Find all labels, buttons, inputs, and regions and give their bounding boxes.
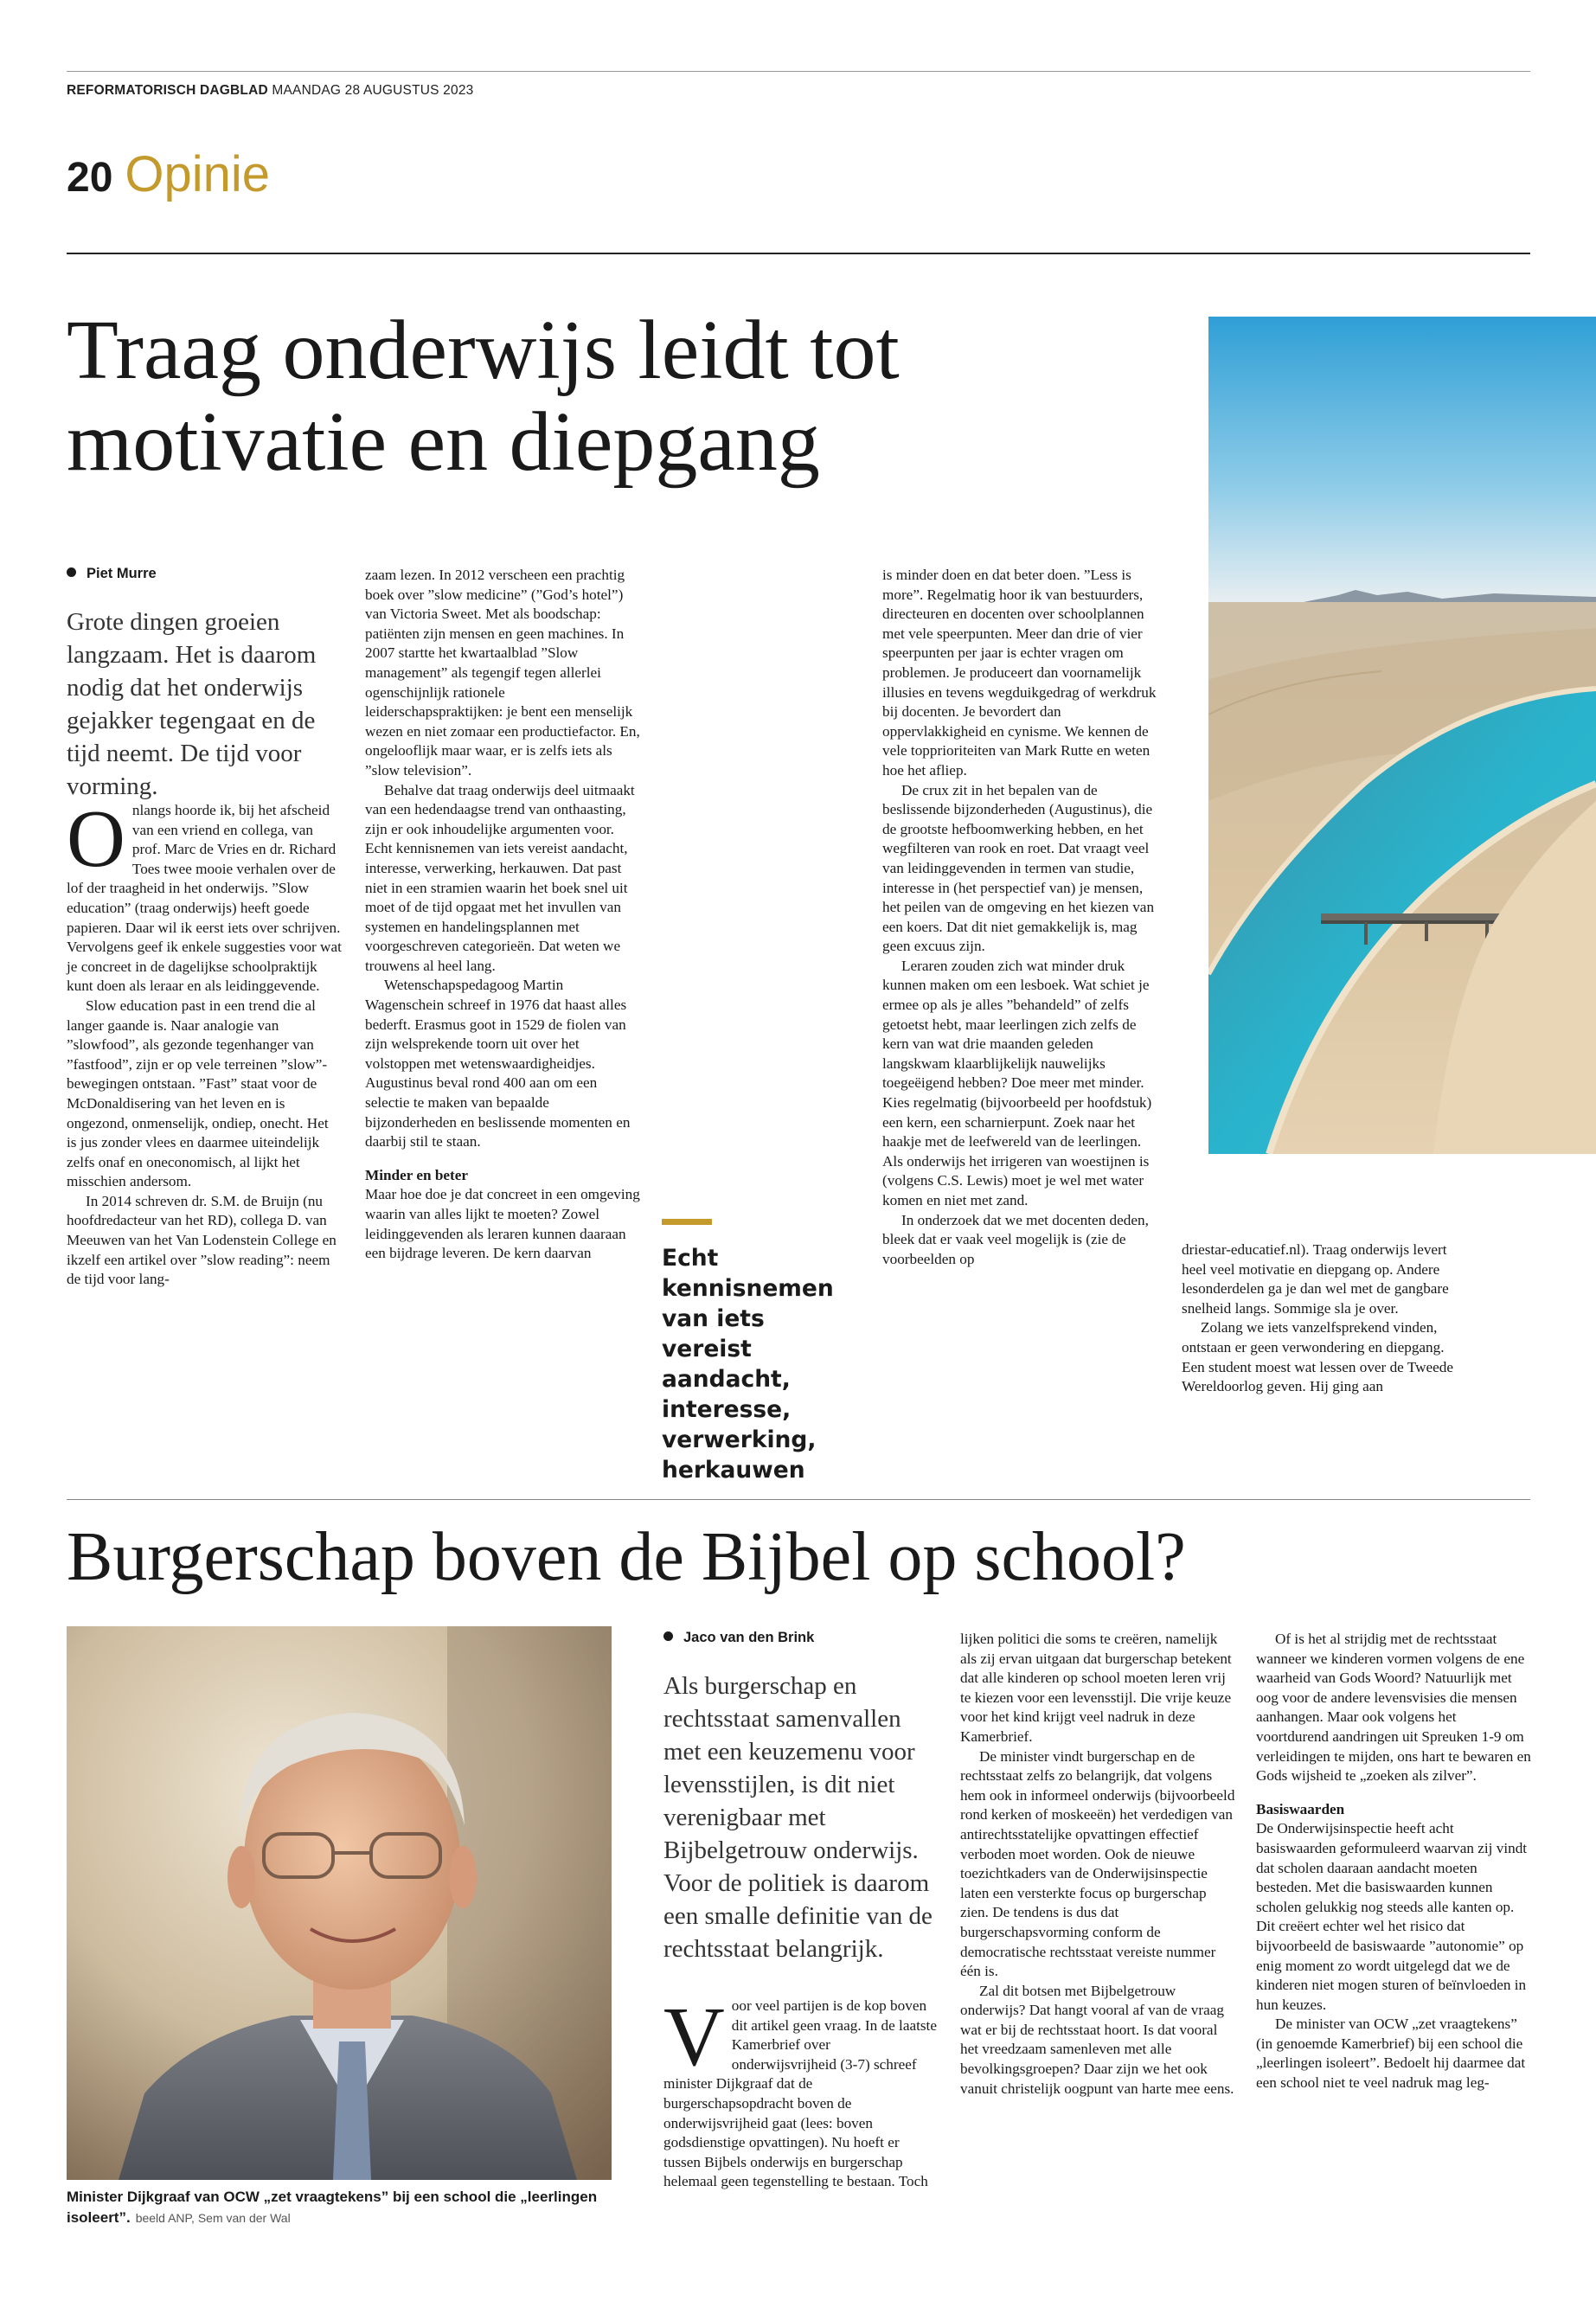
canal-illustration: [1208, 317, 1596, 1154]
author-name: Piet Murre: [87, 566, 157, 581]
article1-intro: Grote dingen groeien langzaam. Het is daarom nodig dat het onderwijs gejakker tegengaat en de tijd neemt. De tijd voor vorming.: [67, 608, 317, 800]
paragraph: Slow education past in een trend die al langer gaande is. Naar analogie van ”slowfood”, als gezonde tegenhanger van ”fastfood”, zijn er op vele terreinen ”slow”-bewegingen ontstaan. ”Fast” staat voor de McDonaldisering van het leven en is ongezond, onmenselijk, ondiep, onecht. Het is jus zonder vlees en daarmee uiteindelijk zelfs onaf en oneconomisch, al lijkt het misschien andersom.: [67, 997, 329, 1190]
article1-column-3: [882, 566, 1157, 1269]
quote-accent-bar: [662, 1219, 712, 1225]
paragraph: Zolang we iets vanzelfsprekend vinden, ontstaan er geen verwondering en diepgang. Een student moest wat lessen over de Tweede Wereldoorlog geven. Hij ging aan: [1182, 1319, 1453, 1395]
article2-headline: Burgerschap boven de Bijbel op school?: [67, 1519, 1186, 1595]
article-divider: [67, 1499, 1530, 1500]
subheading: Minder en beter: [365, 1166, 469, 1183]
article2-column-2: [960, 1630, 1235, 2099]
section-name: Opinie: [125, 146, 271, 202]
paragraph: Zal dit botsen met Bijbelgetrouw onderwijs? Dat hangt vooral af van de vraag wat er bij de rechtsstaat hoort. Is dat vooral het vreedzaam samenleven met alle bevolkingsgroepen? Daar zijn we het ook vanuit christelijk oogpunt van harte mee eens.: [960, 1982, 1234, 2097]
pull-quote: Echt kennisnemen van iets vereist aandacht, interesse, verwerking, herkauwen: [662, 1245, 834, 1484]
paragraph: Of is het al strijdig met de rechtsstaat wanneer we kinderen vormen volgens de ene waarheid van Gods Woord? Natuurlijk met oog voor de andere levensvisies die mensen aanhangen. Maar ook volgens het voortdurend aandringen uit Spreuken 1-9 om verleidingen te mijden, ons hart te bewaren en Gods wijsheid te „zoeken als zilver”.: [1256, 1631, 1531, 1785]
paragraph: In onderzoek dat we met docenten deden, bleek dat er vaak veel mogelijk is (zie de voorbeelden op: [882, 1211, 1149, 1267]
masthead: [67, 83, 473, 99]
paper-name: REFORMATORISCH DAGBLAD: [67, 83, 268, 98]
photo-credit: beeld ANP, Sem van der Wal: [135, 2211, 291, 2225]
author-name: Jaco van den Brink: [683, 1630, 815, 1645]
article2-column-3: [1256, 1630, 1531, 2093]
canal-desert-photo: [1208, 317, 1596, 1154]
paragraph: driestar-educatief.nl). Traag onderwijs levert heel veel motivatie en diepgang op. Andere lesonderdelen ga je dan wel met de gangbare snelheid langs. Sommige sla je over.: [1182, 1241, 1449, 1317]
paragraph: lijken politici die soms te creëren, namelijk als zij ervan uitgaan dat burgerschap betekent dat alle kinderen op school moeten leren vrij te kiezen voor een levensstijl. Die vrije keuze voor het kind krijgt veel nadruk in deze Kamerbrief.: [960, 1631, 1232, 1745]
article1-column-2: [365, 566, 640, 1264]
article1-byline: [67, 566, 157, 582]
article1-column-1: [67, 794, 342, 1290]
portrait-illustration: [67, 1626, 612, 2180]
masthead-rule: [67, 71, 1530, 72]
paragraph: [663, 1990, 939, 2192]
page-header: [67, 145, 270, 203]
paragraph: De Onderwijsinspectie heeft acht basiswaarden geformuleerd waarvan zij vindt dat scholen daaraan aandacht moeten besteden. Met die basiswaarden kunnen scholen gelukkig nog steeds alle kanten op. Dit creëert echter wel het risico dat bijvoorbeeld de basiswaarde ”autonomie” op enig moment zo wordt uitgelegd dat we de kinderen niet mogen sturen of beïnvloeden in hun keuzes.: [1256, 1820, 1528, 2013]
headline-line-1: Traag onderwijs leidt tot: [67, 304, 900, 397]
headline-line-2: motivatie en diepgang: [67, 395, 820, 489]
paragraph: De minister van OCW „zet vraagtekens” (in genoemde Kamerbrief) bij een school die „leerlingen isoleert”. Bedoelt hij daarmee dat een school niet te veel nadruk mag leg-: [1256, 2016, 1526, 2092]
dropcap: V: [663, 1990, 725, 2084]
article1-column-4: [1182, 1240, 1457, 1397]
subheading: Basiswaarden: [1256, 1800, 1345, 1817]
paragraph: Behalve dat traag onderwijs deel uitmaakt van een hedendaagse trend van onthaasting, zijn er ook inhoudelijke argumenten voor. Echt kennisnemen van iets vereist aandacht, interesse, verwerking, herkauwen. Dat past niet in een stramien waarin het boek snel uit moet of de tijd opgaat met het invullen van systemen en handelingsplannen met voorgeschreven categorieën. Dat weten we trouwens al heel lang.: [365, 781, 635, 974]
photo-caption: [67, 2187, 620, 2228]
paragraph-text: oor veel partijen is de kop boven dit artikel geen vraag. In de laatste Kamerbrief over onderwijsvrijheid (3-7) schreef minister Dijkgraaf dat de burgerschapsopdracht boven de onderwijsvrijheid gaat (lees: boven godsdienstige opvattingen). Nu hoeft er tussen Bijbels onderwijs en burgerschap helemaal geen tegenstelling te bestaan. Toch: [663, 1997, 937, 2190]
paragraph: Maar hoe doe je dat concreet in een omgeving waarin van alles lijkt te moeten? Zowel leidinggevenden als leraren kunnen daaraan een bijdrage leveren. De kern daarvan: [365, 1186, 640, 1262]
paragraph: De crux zit in het bepalen van de beslissende bijzonderheden (Augustinus), die de grootste hefboomwerking hebben, en het wegfilteren van rook en roet. Dat vraagt veel van leidinggevenden in termen van studie, interesse in (het perspectief van) je mensen, het peilen van de omgeving en het kiezen van een koers. Dat dit niet gemakkelijk is, mag geen excuus zijn.: [882, 781, 1155, 955]
paragraph: Leraren zouden zich wat minder druk kunnen maken om een lesboek. Wat schiet je ermee op als je alles ”behandeld” of zelfs getoetst hebt, maar leerlingen zich zelfs de kern van wat drie maanden geleden langskwam klaarblijkelijk nauwelijks toegeëigend hebben? Doe meer met minder. Kies regelmatig (bijvoorbeeld per hoofdstuk) een kern, een scharnierpunt. Zoek naar het haakje met de leefwereld van de leerlingen. Als onderwijs het irrigeren van woestijnen is (volgens C.S. Lewis) moet je wel met water komen en niet met zand.: [882, 957, 1152, 1208]
article2-intro: Als burgerschap en rechtsstaat samenvallen met een keuzemenu voor levensstijlen, is dit niet verenigbaar met Bijbelgetrouw onderwijs. Voor de politiek is daarom een smalle definitie van de rechtsstaat belangrijk.: [663, 1672, 933, 1963]
section-rule: [67, 253, 1530, 254]
issue-date: MAANDAG 28 AUGUSTUS 2023: [272, 83, 474, 98]
article2-column-1: [663, 1990, 939, 2192]
page-number: 20: [67, 155, 113, 201]
paragraph: [67, 794, 342, 997]
dropcap: O: [67, 794, 125, 884]
paragraph: In 2014 schreven dr. S.M. de Bruijn (nu hoofdredacteur van het RD), collega D. van Meeuwen van het Van Lodenstein College en ikzelf een artikel over ”slow reading”: neem de tijd voor lang-: [67, 1192, 337, 1288]
bullet-icon: [663, 1631, 673, 1641]
bullet-icon: [67, 567, 76, 577]
minister-portrait-photo: [67, 1626, 612, 2180]
caption-text: Minister Dijkgraaf van OCW „zet vraagtekens” bij een school die „leerlingen isoleert”.: [67, 2189, 598, 2226]
article1-headline: [67, 304, 1148, 488]
paragraph-text: nlangs hoorde ik, bij het afscheid van een vriend en collega, van prof. Marc de Vries en dr. Richard Toes twee mooie verhalen over de lof der traagheid in het onderwijs. ”Slow education” (traag onderwijs) heeft goede papieren. Daar wil ik eerst iets over schrijven. Vervolgens geef ik enkele suggesties voor wat je concreet in de dagelijkse schoolpraktijk kunt doen als leraar en als leidinggevende.: [67, 802, 342, 995]
article2-byline: [663, 1630, 814, 1646]
paragraph: Wetenschapspedagoog Martin Wagenschein schreef in 1976 dat haast alles bederft. Erasmus goot in 1529 de fiolen van zijn welsprekende toorn uit over het volstoppen met wetenswaardigheidjes. Augustinus beval rond 400 aan om een selectie te maken van bepaalde bijzonderheden en beslissende momenten en daarbij stil te staan.: [365, 977, 631, 1150]
paragraph: De minister vindt burgerschap en de rechtsstaat zelfs zo belangrijk, dat volgens hem ook in informeel onderwijs (bijvoorbeeld rond kerken of moskeeën) het verdedigen van antirechtsstatelijke opvattingen effectief verboden moet worden. Ook de nieuwe toezichtkaders van de Onderwijsinspectie laten een versterkte focus op burgerschap zien. De tendens is dus dat burgerschapsvorming conform de democratische rechtsstaat vereiste nummer één is.: [960, 1747, 1235, 1980]
paragraph: is minder doen en dat beter doen. ”Less is more”. Regelmatig hoor ik van bestuurders, directeuren en docenten over schoolplannen met vele speerpunten. Meer dan drie of vier speerpunten per jaar is echter vragen om problemen. Je produceert dan voornamelijk illusies en tevens wegduikgedrag of werkdruk bij docenten. Je bevordert dan oppervlakkigheid en cynisme. We kennen de vele topprioriteiten van Mark Rutte en weten hoe het afliep.: [882, 567, 1157, 779]
paragraph: zaam lezen. In 2012 verscheen een prachtig boek over ”slow medicine” (”God’s hotel”) van Victoria Sweet. Met als boodschap: patiënten zijn mensen en geen machines. In 2007 startte het kwartaalblad ”Slow management” als tegengif tegen allerlei ogenschijnlijk rationele leiderschapspraktijken: je bent een menselijk wezen en niet zomaar een productiefactor. En, ongelooflijk maar waar, er is zelfs iets als ”slow television”.: [365, 567, 640, 779]
